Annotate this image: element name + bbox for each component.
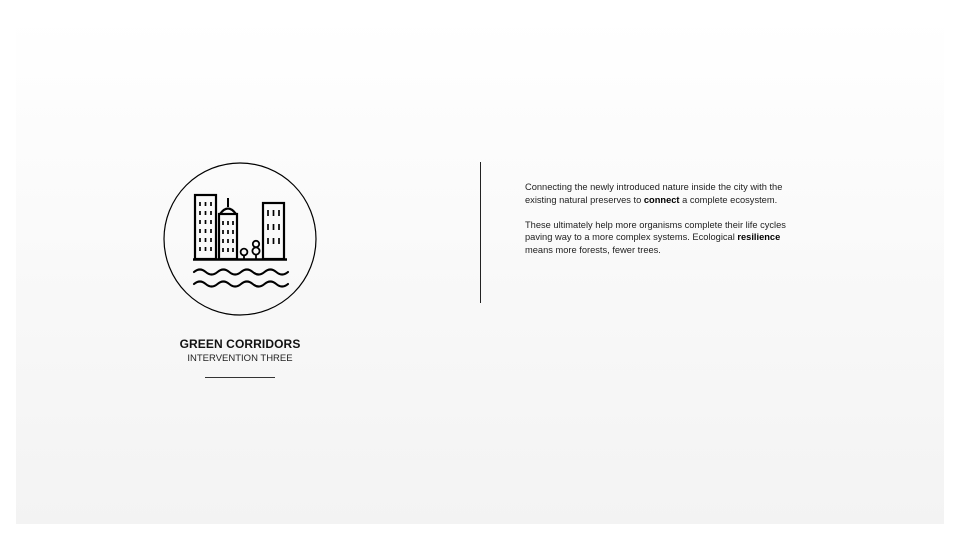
section-title: GREEN CORRIDORS bbox=[179, 337, 301, 351]
title-underline bbox=[205, 377, 275, 378]
description-text bbox=[525, 181, 790, 269]
emphasis-connect: connect bbox=[643, 194, 680, 205]
section-subtitle: INTERVENTION THREE bbox=[187, 353, 293, 364]
city-river-icon bbox=[163, 162, 317, 316]
paragraph-resilience: These ultimately help more organisms complete their life cycles paving way to a more complex systems. Ecological resilience means more forests, fewer trees. bbox=[525, 219, 786, 255]
emphasis-resilience: resilience bbox=[737, 232, 781, 243]
paragraph-connect: Connecting the newly introduced nature inside the city with the existing natural preserves to connect a complete ecosystem. bbox=[525, 182, 783, 205]
vertical-divider bbox=[480, 162, 481, 303]
